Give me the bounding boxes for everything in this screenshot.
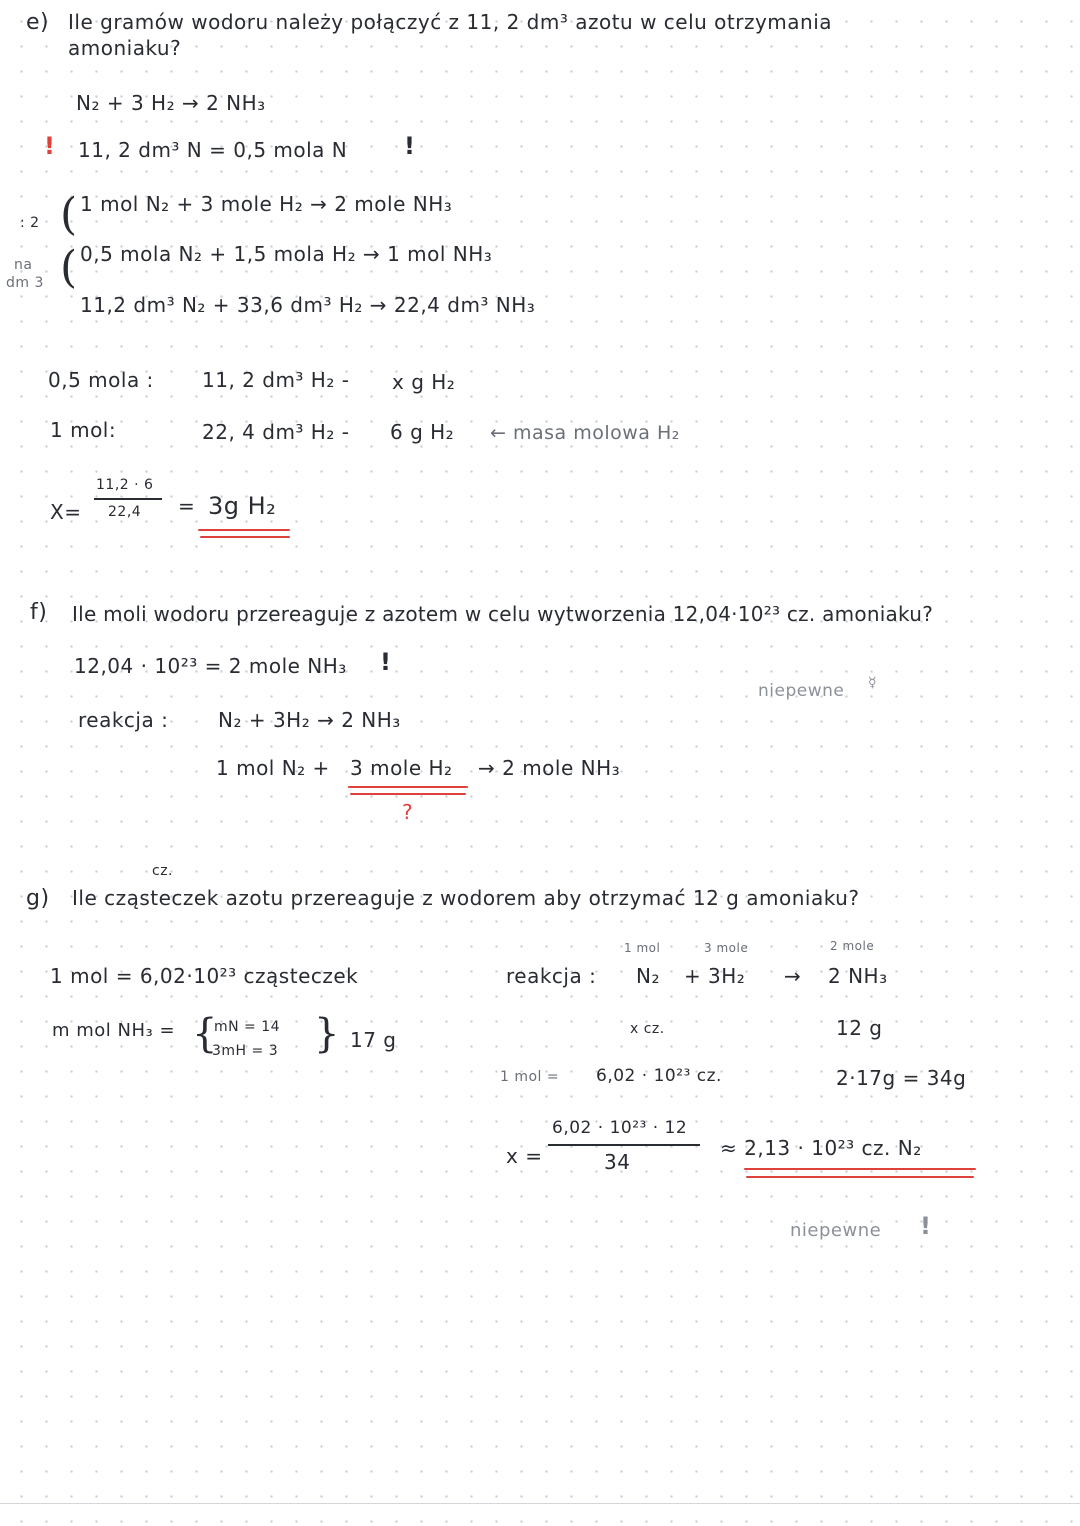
section-e-side-dm3: dm 3 [6, 275, 44, 291]
section-f-uncertain-mark: ☿ [868, 675, 878, 691]
section-g-one-mol-value: 6,02 · 10²³ cz. [596, 1066, 722, 1086]
section-g-uncertain: niepewne [790, 1220, 882, 1241]
section-e-prop1-label: 0,5 mola : [48, 368, 154, 392]
section-g-abbrev-note: cz. [152, 863, 173, 879]
section-e-row3: 11,2 dm³ N₂ + 33,6 dm³ H₂ → 22,4 dm³ NH₃ [80, 293, 536, 317]
section-g-brace-right: } [314, 1011, 340, 1057]
section-g-question: Ile cząsteczek azotu przereaguje z wodorem aby otrzymać 12 g amoniaku? [72, 886, 860, 910]
section-g-above-h2: 3 mole [704, 941, 749, 955]
section-e-prop2-known: 6 g H₂ [390, 420, 455, 444]
section-f-moles-mid: 3 mole H₂ [350, 756, 453, 780]
section-g-one-mol-label: 1 mol = [500, 1069, 560, 1085]
section-e-brace-bottom: ( [60, 242, 78, 293]
section-f-reaction-label: reakcja : [78, 708, 169, 732]
section-e-prop2-value: 22, 4 dm³ H₂ - [202, 420, 350, 444]
section-g-reaction-n2: N₂ [636, 964, 660, 988]
section-f-question-mark: ? [402, 800, 414, 824]
section-g-uncertain-mark: ! [920, 1212, 932, 1240]
section-e-x-numerator: 11,2 · 6 [96, 477, 154, 493]
section-f-reaction: N₂ + 3H₂ → 2 NH₃ [218, 708, 401, 732]
section-f-uncertain: niepewne [758, 681, 845, 701]
section-f-moles-right: → 2 mole NH₃ [478, 756, 621, 780]
section-f-label: f) [30, 600, 48, 625]
section-g-result: ≈ 2,13 · 10²³ cz. N₂ [720, 1136, 922, 1160]
section-g-above-n2: 1 mol [624, 941, 661, 955]
section-e-prop1-value: 11, 2 dm³ H₂ - [202, 368, 350, 392]
section-e-prop2-note: ← masa molowa H₂ [490, 422, 680, 444]
section-e-answer-underline-1 [198, 529, 290, 531]
section-f-question: Ile moli wodoru przereaguje z azotem w celu wytworzenia 12,04·10²³ cz. amoniaku? [72, 602, 934, 626]
section-e-reaction: N₂ + 3 H₂ → 2 NH₃ [76, 91, 266, 115]
section-e-side-na: na [14, 257, 33, 273]
section-e-question-line2: amoniaku? [68, 36, 182, 60]
section-g-mmol-n: mN = 14 [214, 1019, 281, 1035]
section-e-prop1-unknown: x g H₂ [392, 370, 456, 394]
section-g-reaction-arrow: → [784, 964, 802, 988]
page-bottom-line [0, 1503, 1080, 1504]
section-e-row2: 0,5 mola N₂ + 1,5 mola H₂ → 1 mol NH₃ [80, 242, 493, 266]
section-e-x-denominator: 22,4 [108, 504, 142, 520]
section-g-mol-def: 1 mol = 6,02·10²³ cząsteczek [50, 964, 359, 988]
section-g-x-denominator: 34 [604, 1150, 631, 1174]
section-g-x-label: x = [506, 1144, 543, 1168]
section-e-side-div: : 2 [20, 215, 40, 231]
section-g-result-underline-1 [744, 1168, 976, 1170]
section-g-label: g) [26, 886, 50, 911]
section-f-moles-left: 1 mol N₂ + [216, 756, 330, 780]
section-g-fraction-line [548, 1144, 700, 1146]
section-e-label: e) [26, 10, 50, 35]
section-e-conversion: 11, 2 dm³ N = 0,5 mola N [78, 138, 348, 162]
section-g-result-underline-2 [746, 1176, 974, 1178]
section-f-excl: ! [380, 648, 392, 676]
section-e-fraction-line [94, 498, 162, 500]
section-g-mmol-label: m mol NH₃ = [52, 1020, 176, 1041]
section-g-reaction-nh3: 2 NH₃ [828, 964, 888, 988]
section-g-mmol-result: 17 g [350, 1028, 397, 1052]
section-g-mmol-h: 3mH = 3 [212, 1043, 279, 1059]
section-g-reaction-h2: 3H₂ [708, 964, 746, 988]
section-f-underline-2 [350, 793, 466, 795]
section-g-mass-calc: 2·17g = 34g [836, 1066, 967, 1090]
section-e-excl-right: ! [404, 132, 416, 160]
section-g-brace-left: { [192, 1011, 218, 1057]
section-e-question-line1: Ile gramów wodoru należy połączyć z 11, 2 dm³ azotu w celu otrzymania [68, 10, 833, 34]
section-g-above-nh3: 2 mole [830, 939, 875, 953]
section-e-excl-left: ! [44, 132, 56, 160]
section-g-mass-12: 12 g [836, 1016, 883, 1040]
section-g-reaction-label: reakcja : [506, 964, 597, 988]
section-e-row1: 1 mol N₂ + 3 mole H₂ → 2 mole NH₃ [80, 192, 453, 216]
section-e-brace-top: ( [60, 189, 78, 240]
section-e-x-label: X= [50, 500, 82, 524]
section-e-answer: 3g H₂ [208, 492, 277, 520]
section-e-answer-underline-2 [200, 536, 290, 538]
section-e-prop2-label: 1 mol: [50, 418, 117, 442]
section-f-underline-1 [348, 786, 468, 788]
section-g-reaction-plus: + [684, 964, 702, 988]
section-f-conversion: 12,04 · 10²³ = 2 mole NH₃ [74, 654, 347, 678]
section-g-x-cz: x cz. [630, 1021, 665, 1037]
section-g-x-numerator: 6,02 · 10²³ · 12 [552, 1118, 688, 1138]
section-e-x-equals: = [178, 494, 196, 518]
